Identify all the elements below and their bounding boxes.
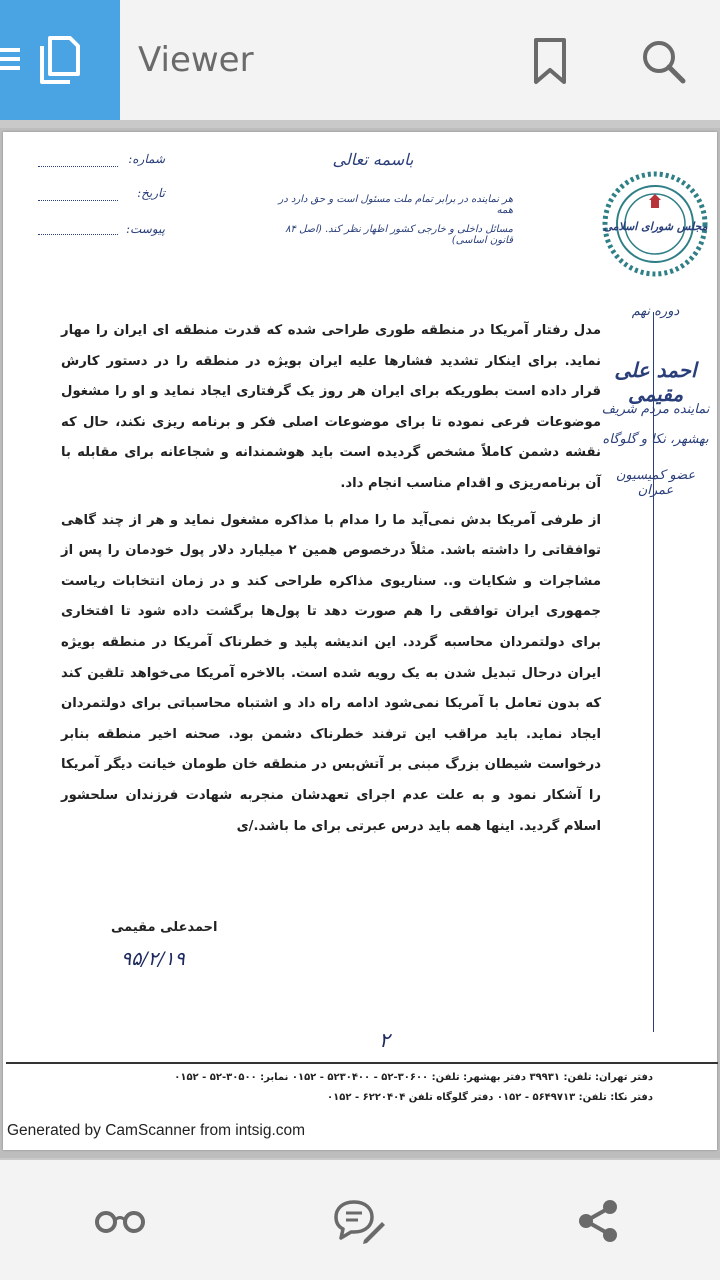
letterhead-motto-line1: هر نماینده در برابر تمام ملت مسئول است و حق دارد در همه [278,194,513,216]
document-panel-toggle[interactable] [0,0,120,120]
date-label: تاریخ: [137,186,165,200]
paragraph-1: مدل رفتار آمریکا در منطقه طوری طراحی شده که قدرت منطقه ای ایران را مهار نماید. برای اینکار تشدید فشارها علیه ایران بویژه در منطقه را در دستور کارش قرار داده است بطوریکه برای ایران هر روز یک گرفتاری ایجاد نماید و او را مشغول موضوعات فرعی نموده تا برای موضوعات اصلی فکر و برنامه ریزی نکند، حال که نقشه دشمن کاملاً مشخص گردیده است باید هوشمندانه و شجاعانه برای مقابله با آن برنامه‌ریزی و اقدام مناسب انجام داد. [61,323,601,491]
bookmark-icon[interactable] [532,37,568,85]
seal-caption: مجلس شورای اسلامی [603,220,708,233]
signer-name: احمدعلی مقیمی [111,920,218,935]
document-icon [38,34,84,86]
constituency: بهشهر، نکا و گلوگاه [602,432,709,447]
date-field-line [38,199,118,201]
top-toolbar [0,0,720,120]
app-title: Viewer [138,40,254,80]
glasses-icon[interactable] [94,1206,146,1236]
number-label: شماره: [128,152,165,166]
attachment-label: پیوست: [125,222,165,236]
footer-contacts-line1: دفتر تهران: تلفن: ۳۹۹۳۱ دفتر بهشهر: تلفن: ۳۰۶۰۰-۵۲ - ۵۲۳۰۴۰۰ - ۰۱۵۲ نمابر: ۳۰۵۰۰-۵۲ - ۰۱۵۲ [174,1072,653,1083]
paragraph-2: از طرفی آمریکا بدش نمی‌آید ما را مدام با مذاکره مشغول نماید و هر از چند گاهی توافقاتی را داشته باشد. مثلاً درخصوص همین ۲ میلیارد دلار پول خودمان را پس از مشاجرات و شکایات و.. سناریوی مذاکره طراحی کند و در زمان انتخابات ریاست جمهوری ایران توافقی را هم صورت دهد تا پول‌ها برگشت داده شود تا افتخاری برای دولتمردان محاسبه گردد. این اندیشه پلید و خطرناک آمریکا در منطقه بویژه ایران درحال تبدیل شدن به یک رویه شده است. بالاخره آمریکا می‌خواهد تلقین کند که بدون تعامل با آمریکا نمی‌شود ادامه راه داد و اشتباه محاسباتی برای دولتمردان ایجاد نماید. باید مراقب این ترفند خطرناک دشمن بود. صحنه اخیر منطقه بنابر درخواست شیطان بزرگ مبنی بر آتش‌بس در منطقه خان طومان خیانت دیگر آمریکا را آشکار نمود و به علت عدم اجرای تعهدشان منجربه شهادت فرزندان سلحشور اسلام گردید. اینها همه باید درس عبرتی برای ما باشد./ی [61,512,601,834]
attachment-field-line [38,233,118,235]
committee: عضو کمیسیون عمران [615,468,696,498]
search-icon[interactable] [640,38,686,84]
page-number: ۲ [379,1028,390,1052]
letter-body [61,316,601,842]
representative-name: احمد علی مقیمی [614,358,697,406]
representative-title: نماینده مردم شریف [601,402,710,417]
number-field-line [38,165,118,167]
document-page [3,132,717,1150]
share-icon[interactable] [578,1200,618,1242]
generated-by-watermark: Generated by CamScanner from intsig.com [7,1122,306,1139]
side-divider [653,312,654,1032]
menu-icon[interactable] [0,48,20,70]
letter-heading: باسمه تعالی [332,150,414,169]
letterhead-motto-line2: مسائل داخلی و خارجی کشور اظهار نظر کند. (اصل ۸۴ قانون اساسی) [285,224,513,246]
term-label: دوره نهم [631,304,680,319]
bottom-toolbar [0,1160,720,1280]
footer-divider [6,1062,718,1064]
signature-date: ۹۵/۲/۱۹ [121,948,185,970]
comment-edit-icon[interactable] [334,1198,386,1244]
footer-contacts-line2: دفتر نکا: تلفن: ۵۶۴۹۷۱۳ - ۰۱۵۲ دفتر گلوگاه تلفن ۶۲۲۰۴۰۴ - ۰۱۵۲ [327,1092,653,1103]
